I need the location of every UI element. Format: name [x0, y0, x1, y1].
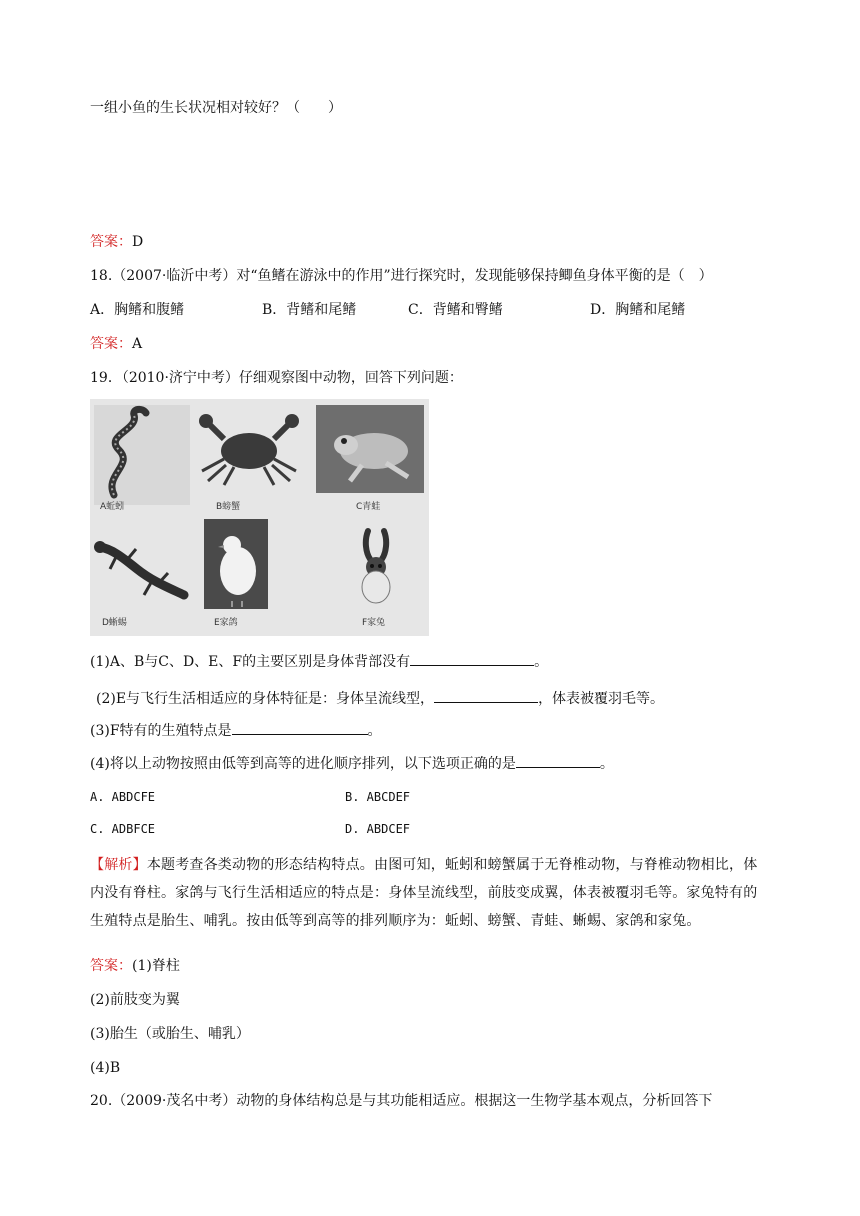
q19-sub4: [90, 753, 614, 774]
q19-sub3: [90, 720, 382, 741]
sub4-end: 。: [599, 756, 614, 772]
figure-label-e: E家鸽: [214, 618, 238, 628]
q18-option-c: C．背鳍和臀鳍: [408, 302, 503, 318]
answer-label: 答案：: [90, 234, 132, 250]
earthworm-image: [94, 405, 190, 505]
answer-item: (1)脊柱: [132, 958, 180, 974]
figure-label-b: B螃蟹: [216, 502, 241, 512]
q19-analysis: [90, 851, 770, 935]
sub2-text-end: ，体表被覆羽毛等。: [538, 691, 665, 707]
answer-label: 答案：: [90, 336, 132, 352]
animal-figure: [90, 399, 429, 636]
q20-stem: 20.（2009·茂名中考）动物的身体结构总是与其功能相适应。根据这一生物学基本观点，分析回答下: [90, 1093, 713, 1109]
answer-value: A: [132, 336, 143, 352]
q19-answer-3: (3)胎生（或胎生、哺乳）: [90, 1026, 250, 1042]
q18-stem: 18.（2007·临沂中考）对“鱼鳍在游泳中的作用”进行探究时，发现能够保持鲫鱼身体平衡的是（ ）: [90, 268, 713, 284]
pigeon-image: [204, 519, 268, 609]
q19-answer-1: [90, 956, 180, 976]
q19-option-d: D. ABDCEF: [345, 822, 411, 836]
crab-image: [194, 409, 304, 489]
q19-answer-2: (2)前肢变为翼: [90, 992, 180, 1008]
figure-label-d: D蜥蜴: [102, 618, 127, 628]
q19-option-b: B. ABCDEF: [345, 790, 411, 804]
analysis-text: 本题考查各类动物的形态结构特点。由图可知，蚯蚓和螃蟹属于无脊椎动物，与脊椎动物相比，体内没有脊柱。家鸽与飞行生活相适应的特点是：身体呈流线型，前肢变成翼，体表被覆羽毛等。家兔特有的生殖特点是胎生、哺乳。按由低等到高等的排列顺序为：蚯蚓、螃蟹、青蛙、蜥蜴、家鸽和家兔。: [90, 857, 758, 929]
q19-stem: 19．（2010·济宁中考）仔细观察图中动物，回答下列问题：: [90, 370, 463, 386]
sub1-end: 。: [534, 654, 549, 670]
answer-label: 答案：: [90, 958, 132, 974]
q19-option-c: C. ADBFCE: [90, 822, 156, 836]
q18-option-b: B．背鳍和尾鳍: [262, 302, 357, 318]
q18-option-a: A．胸鳍和腹鳍: [90, 302, 185, 318]
q19-answer-4: (4)B: [90, 1060, 121, 1076]
figure-label-f: F家兔: [362, 618, 386, 628]
q19-sub1: [90, 651, 548, 672]
answer-value: D: [132, 234, 144, 250]
sub3-end: 。: [367, 723, 382, 739]
answer-blank[interactable]: [410, 651, 534, 666]
q19-option-a: A. ABDCFE: [90, 790, 156, 804]
sub1-text: (1)A、B与C、D、E、F的主要区别是身体背部没有: [90, 654, 411, 670]
q18-answer: [90, 334, 142, 354]
figure-label-a: A蚯蚓: [100, 502, 125, 512]
analysis-label: 【解析】: [90, 857, 147, 873]
rabbit-image: [352, 527, 402, 607]
lizard-image: [92, 529, 192, 609]
q19-sub2: [96, 688, 664, 709]
answer-blank[interactable]: [232, 720, 368, 735]
answer-blank[interactable]: [434, 688, 538, 703]
figure-label-c: C青蛙: [356, 502, 381, 512]
frog-image: [316, 405, 424, 493]
sub4-text: (4)将以上动物按照由低等到高等的进化顺序排列，以下选项正确的是: [90, 756, 516, 772]
q17-answer: [90, 232, 143, 252]
sub2-text: (2)E与飞行生活相适应的身体特征是：身体呈流线型，: [96, 691, 435, 707]
intro-line: 一组小鱼的生长状况相对较好？（ ）: [90, 100, 342, 116]
sub3-text: (3)F特有的生殖特点是: [90, 723, 232, 739]
answer-blank[interactable]: [516, 753, 600, 768]
q18-option-d: D．胸鳍和尾鳍: [590, 302, 686, 318]
